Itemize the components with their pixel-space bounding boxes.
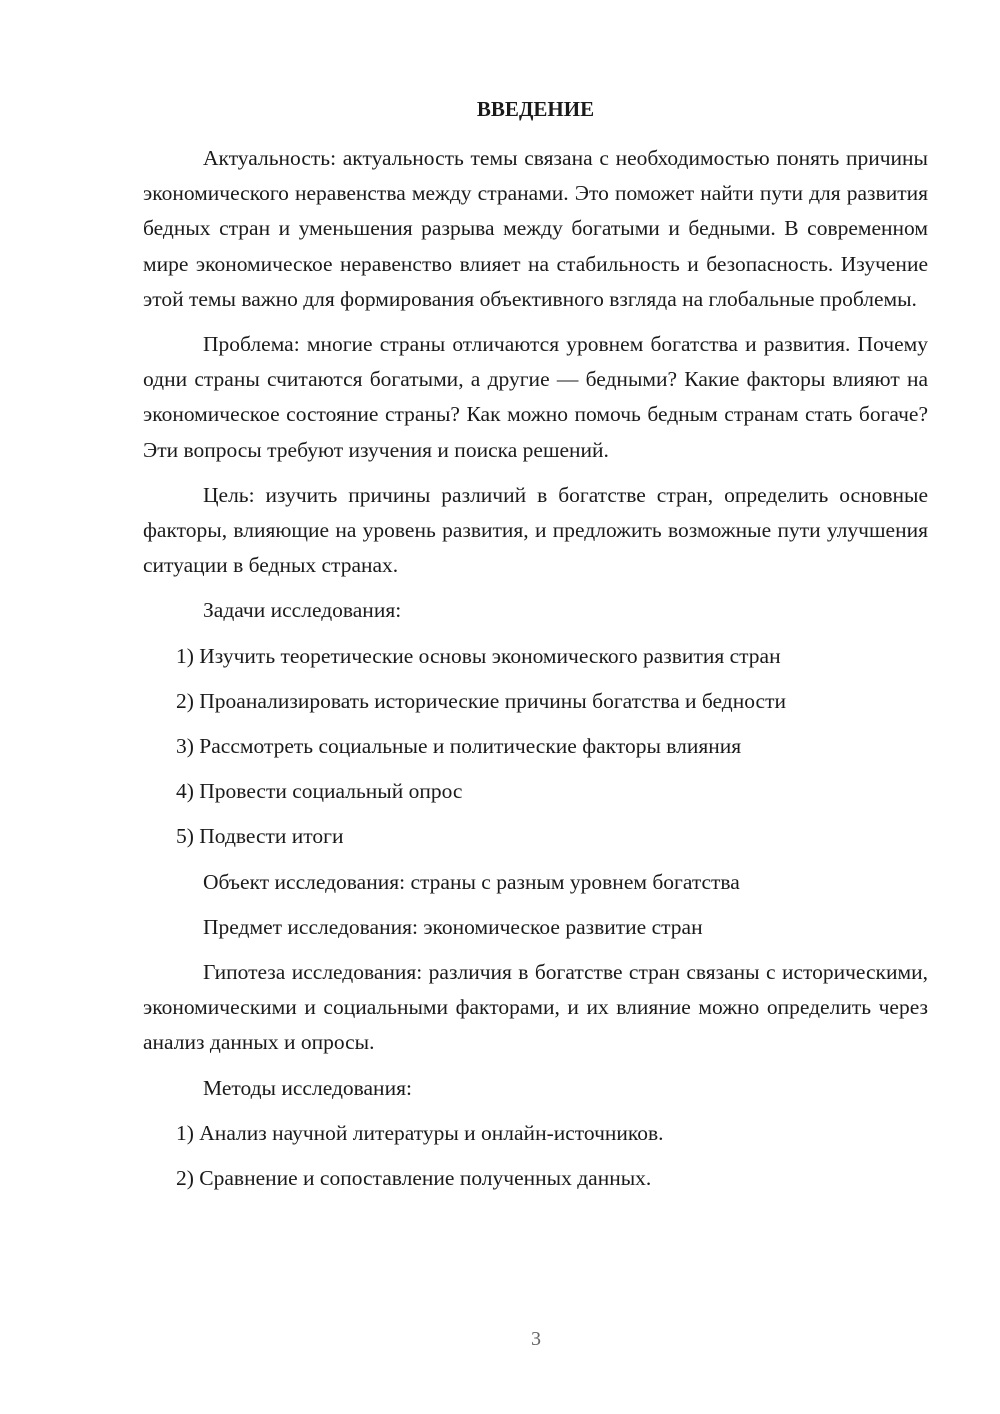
research-subject: Предмет исследования: экономическое развитие стран — [203, 914, 703, 939]
tasks-list — [143, 639, 928, 855]
section-title: ВВЕДЕНИЕ — [476, 97, 595, 121]
paragraph-goal: Цель: изучить причины различий в богатстве стран, определить основные факторы, влияющие на уровень развития, и предложить возможные пути улучшения ситуации в бедных странах. — [143, 482, 928, 578]
research-hypothesis: Гипотеза исследования: различия в богатстве стран связаны с историческими, экономическими и социальными факторами, и их влияние можно определить через анализ данных и опросы. — [143, 960, 928, 1055]
list-item: 3) Рассмотреть социальные и политические факторы влияния — [176, 734, 742, 759]
list-item: 4) Провести социальный опрос — [176, 779, 463, 804]
list-item: 5) Подвести итоги — [176, 824, 344, 849]
list-item: 1) Анализ научной литературы и онлайн-источников. — [176, 1120, 664, 1145]
list-item: 2) Сравнение и сопоставление полученных данных. — [176, 1166, 652, 1191]
paragraph-relevance: Актуальность: актуальность темы связана с необходимостью понять причины экономического неравенства между странами. Это поможет найти пути для развития бедных стран и уменьшения разрыва между богатыми и бедными. В современном мире экономическое неравенство влияет на стабильность и безопасность. Изучение этой темы важно для формирования объективного взгляда на глобальные проблемы. — [143, 146, 928, 311]
research-object: Объект исследования: страны с разным уровнем богатства — [203, 869, 740, 894]
page-footer — [0, 1328, 1000, 1351]
tasks-heading: Задачи исследования: — [203, 598, 402, 623]
methods-list — [143, 1116, 928, 1196]
paragraph-problem: Проблема: многие страны отличаются уровнем богатства и развития. Почему одни страны считаются богатыми, а другие — бедными? Какие факторы влияют на экономическое состояние страны? Как можно помочь бедным странам стать богаче? Эти вопросы требуют изучения и поиска решений. — [143, 332, 928, 462]
list-item: 2) Проанализировать исторические причины богатства и бедности — [176, 688, 786, 713]
list-item: 1) Изучить теоретические основы экономического развития стран — [176, 643, 781, 668]
page-number: 3 — [531, 1328, 541, 1350]
methods-heading: Методы исследования: — [203, 1075, 412, 1100]
document-page — [143, 92, 928, 1206]
